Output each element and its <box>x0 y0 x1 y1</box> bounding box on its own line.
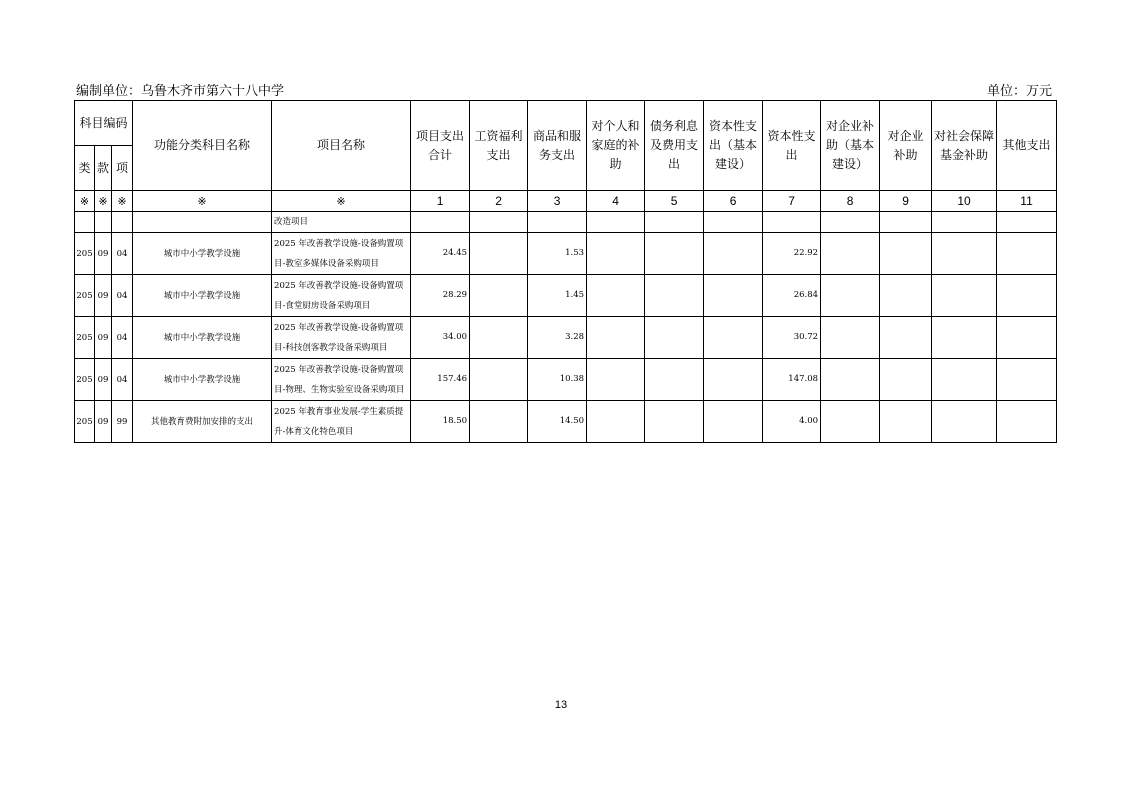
total-cell: 34.00 <box>411 317 470 359</box>
col-number: 5 <box>645 191 704 212</box>
col-number: 7 <box>763 191 821 212</box>
xiang-cell: 04 <box>112 359 133 401</box>
project-cell: 2025 年改善教学设施-设备购置项 目-科技创客教学设备采购项目 <box>272 317 411 359</box>
kuan-cell: 09 <box>95 359 112 401</box>
subject-code-header: 科目编码 <box>75 101 133 146</box>
xiang-cell: 99 <box>112 401 133 443</box>
goods-cell: 3.28 <box>528 317 587 359</box>
total-cell: 18.50 <box>411 401 470 443</box>
mark-cell: ※ <box>272 191 411 212</box>
col-number: 6 <box>704 191 763 212</box>
mark-cell: ※ <box>133 191 272 212</box>
col-number: 3 <box>528 191 587 212</box>
social-security-header: 对社会保障 基金补助 <box>932 101 997 191</box>
table-row <box>75 401 1057 443</box>
mark-cell: ※ <box>75 191 95 212</box>
capital-cell: 147.08 <box>763 359 821 401</box>
lei-cell: 205 <box>75 275 95 317</box>
table-row <box>75 359 1057 401</box>
table-row <box>75 275 1057 317</box>
lei-cell: 205 <box>75 359 95 401</box>
func-cell: 城市中小学教学设施 <box>133 317 272 359</box>
wage-header: 工资福利 支出 <box>470 101 528 191</box>
enterprise-basic-header: 对企业补 助（基本 建设） <box>821 101 880 191</box>
capital-cell: 22.92 <box>763 233 821 275</box>
mark-cell: ※ <box>95 191 112 212</box>
total-cell: 157.46 <box>411 359 470 401</box>
goods-cell: 10.38 <box>528 359 587 401</box>
func-cell: 其他教育费附加安排的支出 <box>133 401 272 443</box>
xiang-cell: 04 <box>112 233 133 275</box>
project-cell: 2025 年改善教学设施-设备购置项 目-教室多媒体设备采购项目 <box>272 233 411 275</box>
continued-project-name: 改造项目 <box>272 212 411 233</box>
mark-cell: ※ <box>112 191 133 212</box>
func-cell: 城市中小学教学设施 <box>133 359 272 401</box>
table-row <box>75 233 1057 275</box>
col-number: 8 <box>821 191 880 212</box>
lei-cell: 205 <box>75 233 95 275</box>
project-cell: 2025 年改善教学设施-设备购置项 目-物理、生物实验室设备采购项目 <box>272 359 411 401</box>
lei-header: 类 <box>75 146 95 191</box>
enterprise-subsidy-header: 对企业 补助 <box>880 101 932 191</box>
col-number: 2 <box>470 191 528 212</box>
total-cell: 28.29 <box>411 275 470 317</box>
kuan-cell: 09 <box>95 401 112 443</box>
col-number: 10 <box>932 191 997 212</box>
table-row <box>75 317 1057 359</box>
header-row-1 <box>75 101 1057 146</box>
capital-cell: 26.84 <box>763 275 821 317</box>
func-class-header: 功能分类科目名称 <box>133 101 272 191</box>
compiling-unit: 编制单位：乌鲁木齐市第六十八中学 <box>76 84 285 99</box>
col-number: 11 <box>997 191 1057 212</box>
xiang-cell: 04 <box>112 317 133 359</box>
capital-cell: 30.72 <box>763 317 821 359</box>
project-cell: 2025 年教育事业发展-学生素质提 升-体育文化特色项目 <box>272 401 411 443</box>
goods-cell: 14.50 <box>528 401 587 443</box>
goods-cell: 1.45 <box>528 275 587 317</box>
goods-services-header: 商品和服 务支出 <box>528 101 587 191</box>
project-cell: 2025 年改善教学设施-设备购置项 目-食堂厨房设备采购项目 <box>272 275 411 317</box>
capital-cell: 4.00 <box>763 401 821 443</box>
total-header: 项目支出 合计 <box>411 101 470 191</box>
project-name-header: 项目名称 <box>272 101 411 191</box>
budget-table <box>74 100 1057 443</box>
col-number: 4 <box>587 191 645 212</box>
capital-basic-header: 资本性支 出（基本 建设） <box>704 101 763 191</box>
lei-cell: 205 <box>75 401 95 443</box>
col-number: 9 <box>880 191 932 212</box>
func-cell: 城市中小学教学设施 <box>133 275 272 317</box>
currency-unit: 单位：万元 <box>986 84 1052 99</box>
col-number: 1 <box>411 191 470 212</box>
lei-cell: 205 <box>75 317 95 359</box>
capital-header: 资本性支 出 <box>763 101 821 191</box>
debt-interest-header: 债务利息 及费用支 出 <box>645 101 704 191</box>
total-cell: 24.45 <box>411 233 470 275</box>
other-expense-header: 其他支出 <box>997 101 1057 191</box>
kuan-cell: 09 <box>95 275 112 317</box>
kuan-header: 款 <box>95 146 112 191</box>
xiang-cell: 04 <box>112 275 133 317</box>
kuan-cell: 09 <box>95 317 112 359</box>
personal-subsidy-header: 对个人和 家庭的补 助 <box>587 101 645 191</box>
page-number: 13 <box>554 699 568 711</box>
goods-cell: 1.53 <box>528 233 587 275</box>
continued-row <box>75 212 1057 233</box>
xiang-header: 项 <box>112 146 133 191</box>
kuan-cell: 09 <box>95 233 112 275</box>
mark-row <box>75 191 1057 212</box>
func-cell: 城市中小学教学设施 <box>133 233 272 275</box>
